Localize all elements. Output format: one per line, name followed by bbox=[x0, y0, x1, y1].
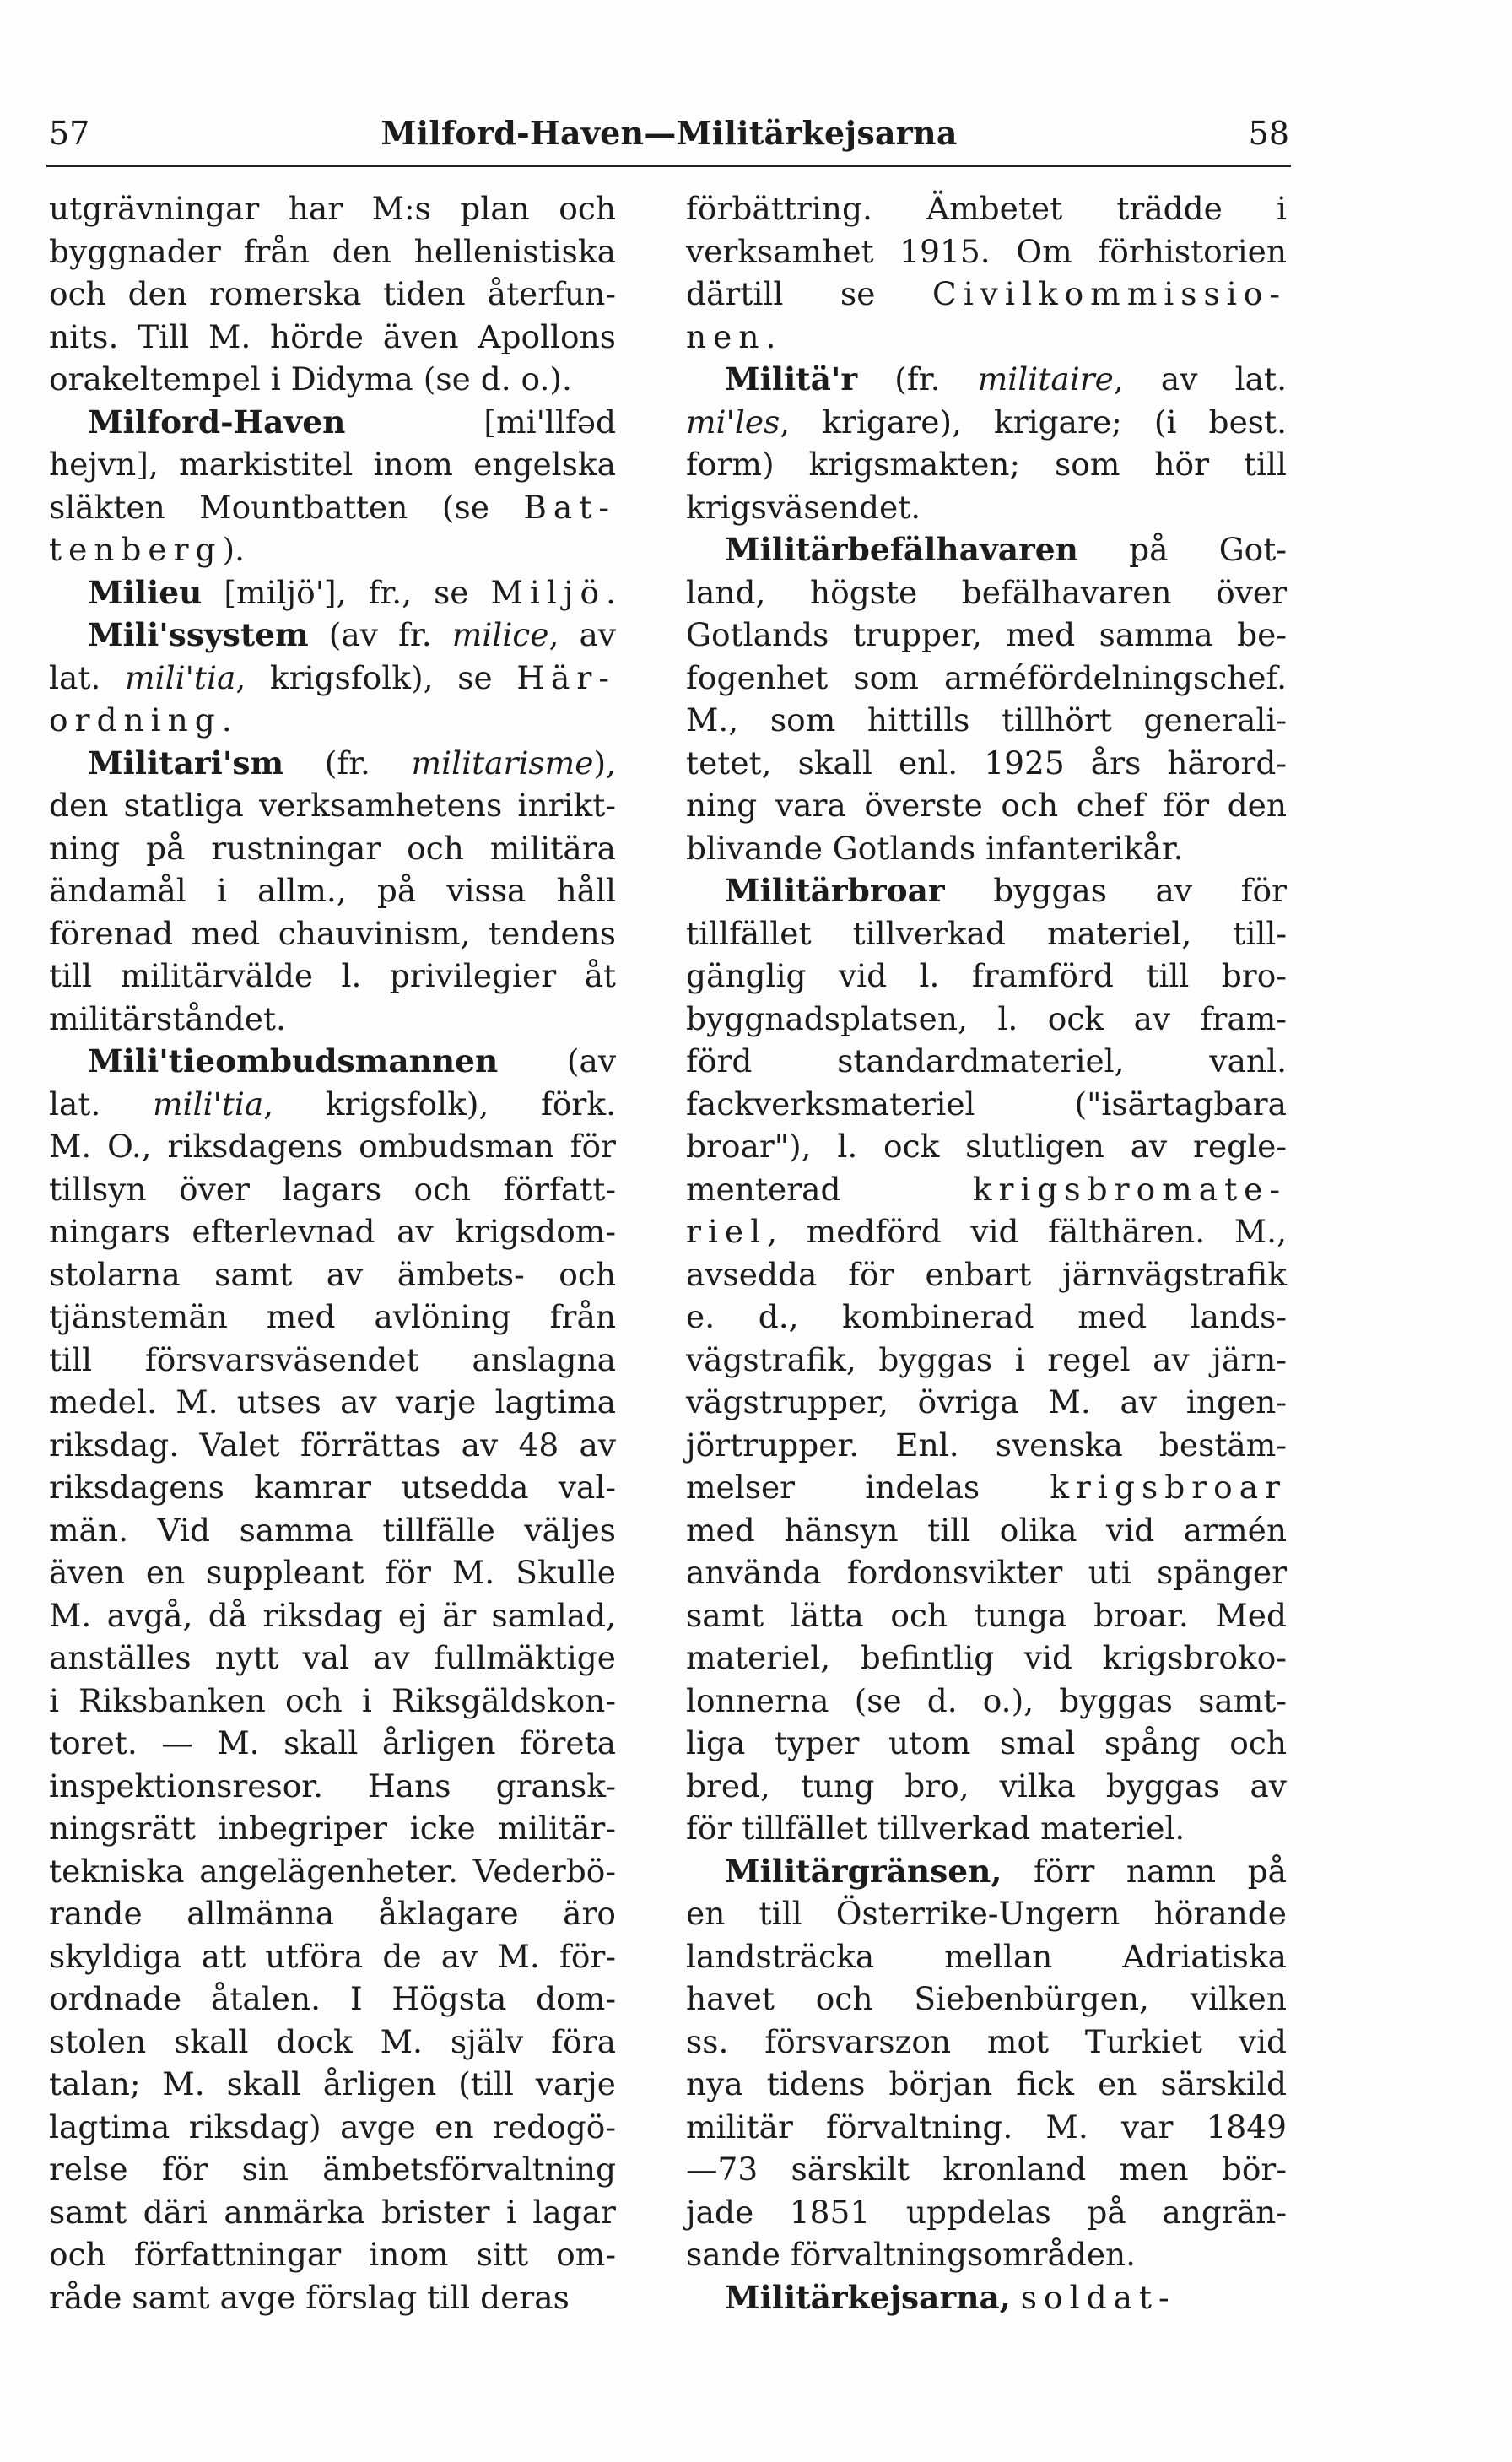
cross-reference: Bat- bbox=[523, 488, 616, 526]
line-text: den statliga verksamhetens inrikt- bbox=[49, 787, 616, 824]
cross-reference: Här- bbox=[516, 658, 617, 696]
line-text: och den romerska tiden återfun- bbox=[49, 275, 616, 312]
text-line bbox=[49, 1551, 616, 1594]
text-line bbox=[686, 1892, 1287, 1935]
line-text: , krigare), krigare; (i best. bbox=[780, 403, 1287, 441]
line-text: och författningar inom sitt om- bbox=[49, 2236, 616, 2273]
header-rule bbox=[46, 165, 1291, 167]
text-line bbox=[49, 1765, 616, 1808]
text-line bbox=[49, 699, 616, 742]
text-line bbox=[686, 784, 1287, 827]
italic-term: mili'tia bbox=[152, 1085, 264, 1123]
text-line bbox=[686, 316, 1287, 359]
text-line bbox=[686, 1083, 1287, 1126]
text-line bbox=[686, 2021, 1287, 2064]
line-text: fogenhet som arméfördelningschef. bbox=[686, 658, 1287, 696]
line-text: (av bbox=[498, 1042, 616, 1079]
line-text: tillfället tillverkad materiel, till- bbox=[686, 914, 1287, 952]
line-text: byggas av för bbox=[944, 872, 1287, 909]
line-text: släkten Mountbatten (se bbox=[49, 488, 524, 526]
text-line bbox=[686, 187, 1287, 230]
text-line bbox=[686, 273, 1287, 316]
text-line bbox=[49, 2148, 616, 2191]
line-text: M. avgå, då riksdag ej är samlad, bbox=[49, 1596, 616, 1634]
text-line bbox=[49, 1466, 616, 1509]
text-line bbox=[49, 1083, 616, 1126]
text-line bbox=[49, 1509, 616, 1552]
line-text: män. Vid samma tillfälle väljes bbox=[49, 1511, 616, 1549]
text-line bbox=[49, 358, 616, 401]
line-text: [miljö'], fr., se bbox=[202, 573, 491, 611]
text-line bbox=[686, 2191, 1287, 2234]
text-line bbox=[49, 1722, 616, 1765]
line-text: riksdag. Valet förrättas av 48 av bbox=[49, 1426, 616, 1464]
text-line bbox=[686, 1339, 1287, 1382]
page-number-right: 58 bbox=[1248, 115, 1289, 152]
line-text: tillsyn över lagars och författ- bbox=[49, 1170, 616, 1208]
line-text: samt lätta och tunga broar. Med bbox=[686, 1596, 1287, 1634]
line-text: broar"), l. ock slutligen av regle- bbox=[686, 1128, 1287, 1165]
line-text: med hänsyn till olika vid armén bbox=[686, 1511, 1287, 1549]
text-line bbox=[686, 1253, 1287, 1296]
line-text: stolarna samt av ämbets- och bbox=[49, 1255, 616, 1293]
line-text: blivande Gotlands infanterikår. bbox=[686, 829, 1184, 867]
text-line bbox=[49, 486, 616, 529]
text-line bbox=[686, 1424, 1287, 1467]
line-text: rande allmänna åklagare äro bbox=[49, 1895, 616, 1932]
line-text: använda fordonsvikter uti spänger bbox=[686, 1554, 1287, 1591]
entry-headword: Mili'tieombudsmannen bbox=[88, 1042, 499, 1079]
entry-headword: Militärgränsen, bbox=[725, 1852, 1002, 1890]
text-line bbox=[49, 273, 616, 316]
text-line bbox=[686, 528, 1287, 571]
line-text: förr namn på bbox=[1002, 1852, 1287, 1890]
line-text: . bbox=[606, 573, 616, 611]
line-text: även en suppleant för M. Skulle bbox=[49, 1554, 616, 1591]
line-text: (fr. bbox=[284, 744, 412, 782]
line-text: ning på rustningar och militära bbox=[49, 829, 616, 867]
line-text: M., som hittills tillhört generali- bbox=[686, 701, 1287, 739]
line-text: fackverksmateriel ("isärtagbara bbox=[686, 1085, 1287, 1123]
cross-reference: soldat- bbox=[1020, 2278, 1176, 2316]
running-head-title: Milford-Haven—Militärkejsarna bbox=[381, 114, 958, 152]
text-line bbox=[49, 1168, 616, 1211]
line-text: (av fr. bbox=[308, 616, 452, 653]
text-line bbox=[686, 998, 1287, 1041]
text-line bbox=[49, 1892, 616, 1935]
entry-headword: Militärbroar bbox=[725, 872, 945, 909]
line-text: talan; M. skall årligen (till varje bbox=[49, 2065, 616, 2102]
text-line bbox=[49, 2063, 616, 2106]
line-text: relse för sin ämbetsförvaltning bbox=[49, 2151, 616, 2188]
line-text: förd standardmateriel, vanl. bbox=[686, 1042, 1287, 1079]
line-text: i Riksbanken och i Riksgäldskon- bbox=[49, 1681, 616, 1719]
line-text: tjänstemän med avlöning från bbox=[49, 1298, 616, 1335]
text-line bbox=[49, 1637, 616, 1680]
text-line bbox=[686, 1210, 1287, 1253]
text-line bbox=[686, 657, 1287, 700]
line-text: havet och Siebenbürgen, vilken bbox=[686, 1980, 1287, 2017]
text-line bbox=[49, 1978, 616, 2021]
text-line bbox=[686, 1551, 1287, 1594]
text-line bbox=[49, 443, 616, 486]
line-text: förenad med chauvinism, tendens bbox=[49, 914, 616, 952]
page-number-left: 57 bbox=[49, 115, 90, 152]
text-line bbox=[49, 528, 616, 571]
line-text: menterad bbox=[686, 1170, 973, 1208]
cross-reference: Miljö bbox=[490, 573, 607, 611]
text-line bbox=[49, 316, 616, 359]
line-text: tetet, skall enl. 1925 års härord- bbox=[686, 744, 1287, 782]
line-text: land, högste befälhavaren över bbox=[686, 573, 1287, 611]
line-text: M. O., riksdagens ombudsman för bbox=[49, 1128, 616, 1165]
text-line bbox=[686, 1466, 1287, 1509]
text-line bbox=[49, 742, 616, 785]
line-text: ). bbox=[222, 531, 246, 568]
line-text: ändamål i allm., på vissa håll bbox=[49, 872, 616, 909]
line-text: byggnadsplatsen, l. ock av fram- bbox=[686, 999, 1287, 1037]
line-text: råde samt avge förslag till deras bbox=[49, 2278, 570, 2316]
cross-reference: krigsbroar bbox=[1050, 1469, 1287, 1506]
line-text: därtill se bbox=[686, 275, 932, 312]
line-text: , krigsfolk), förk. bbox=[263, 1085, 617, 1123]
text-line bbox=[686, 1040, 1287, 1083]
line-text: materiel, befintlig vid krigsbroko- bbox=[686, 1639, 1287, 1676]
line-text: skyldiga att utföra de av M. för- bbox=[49, 1937, 616, 1975]
text-line bbox=[49, 571, 616, 614]
cross-reference: riel bbox=[686, 1213, 768, 1250]
italic-term: mili'tia bbox=[125, 658, 236, 696]
text-line bbox=[686, 1765, 1287, 1808]
text-line bbox=[686, 869, 1287, 912]
line-text: tekniska angelägenheter. Vederbö- bbox=[49, 1852, 616, 1890]
text-line bbox=[49, 1339, 616, 1382]
page-header bbox=[49, 108, 1289, 159]
text-line bbox=[49, 784, 616, 827]
text-line bbox=[686, 1680, 1287, 1723]
text-line bbox=[49, 1850, 616, 1893]
text-line bbox=[686, 1850, 1287, 1893]
line-text: form) krigsmakten; som hör till bbox=[686, 446, 1287, 483]
text-line bbox=[49, 955, 616, 998]
text-line bbox=[686, 912, 1287, 955]
line-text: verksamhet 1915. Om förhistorien bbox=[686, 232, 1287, 270]
text-line bbox=[686, 2063, 1287, 2106]
line-text: på Got- bbox=[1077, 531, 1287, 568]
text-line bbox=[49, 912, 616, 955]
text-line bbox=[686, 742, 1287, 785]
cross-reference: ordning bbox=[49, 701, 222, 739]
line-text: inspektionsresor. Hans gransk- bbox=[49, 1767, 616, 1805]
italic-term: militaire bbox=[977, 360, 1114, 398]
line-text: förbättring. Ämbetet trädde i bbox=[686, 190, 1287, 227]
line-text: till försvarsväsendet anslagna bbox=[49, 1340, 616, 1378]
line-text: militär förvaltning. M. var 1849 bbox=[686, 2108, 1287, 2145]
left-column bbox=[49, 187, 616, 2319]
text-line bbox=[686, 2276, 1287, 2319]
entry-headword: Milford-Haven bbox=[88, 403, 346, 441]
line-text: lonnerna (se d. o.), byggas samt- bbox=[686, 1681, 1287, 1719]
text-line bbox=[49, 2233, 616, 2276]
line-text: en till Österrike-Ungern hörande bbox=[686, 1895, 1287, 1932]
text-line bbox=[49, 230, 616, 273]
line-text: bred, tung bro, vilka byggas av bbox=[686, 1767, 1287, 1805]
text-line bbox=[686, 1978, 1287, 2021]
line-text: landsträcka mellan Adriatiska bbox=[686, 1937, 1287, 1975]
text-line bbox=[686, 1935, 1287, 1978]
line-text: . bbox=[221, 701, 232, 739]
line-text: ordnade åtalen. I Högsta dom- bbox=[49, 1980, 616, 2017]
text-line bbox=[686, 486, 1287, 529]
text-line bbox=[686, 401, 1287, 444]
line-text: utgrävningar har M:s plan och bbox=[49, 190, 616, 227]
line-text: lat. bbox=[49, 1085, 153, 1123]
line-text: vägstrafik, byggas i regel av järn- bbox=[686, 1340, 1287, 1378]
text-line bbox=[686, 2106, 1287, 2149]
text-line bbox=[49, 998, 616, 1041]
text-line bbox=[49, 1594, 616, 1637]
text-line bbox=[49, 2021, 616, 2064]
text-line bbox=[686, 1594, 1287, 1637]
line-text: , krigsfolk), se bbox=[235, 658, 517, 696]
text-line bbox=[49, 2276, 616, 2319]
line-text: avsedda för enbart järnvägstrafik bbox=[686, 1255, 1287, 1293]
text-line bbox=[49, 1807, 616, 1850]
text-line bbox=[686, 2148, 1287, 2191]
text-line bbox=[49, 1680, 616, 1723]
text-line bbox=[686, 1722, 1287, 1765]
cross-reference: tenberg bbox=[49, 531, 223, 568]
text-line bbox=[686, 1637, 1287, 1680]
text-line bbox=[49, 2191, 616, 2234]
line-text: samt däri anmärka brister i lagar bbox=[49, 2193, 616, 2231]
italic-term: mi'les bbox=[686, 403, 780, 441]
line-text: hejvn], markistitel inom engelska bbox=[49, 446, 616, 483]
line-text: gänglig vid l. framförd till bro- bbox=[686, 957, 1287, 994]
line-text: [mi'llfəd bbox=[345, 403, 616, 441]
line-text bbox=[1011, 2279, 1021, 2316]
line-text: , medförd vid fälthären. M., bbox=[767, 1213, 1287, 1250]
line-text: ss. försvarszon mot Turkiet vid bbox=[686, 2022, 1287, 2060]
text-line bbox=[686, 1125, 1287, 1168]
cross-reference: nen bbox=[686, 317, 766, 355]
text-line bbox=[686, 1381, 1287, 1424]
line-text: . bbox=[765, 317, 776, 355]
text-line bbox=[686, 955, 1287, 998]
text-line bbox=[686, 571, 1287, 614]
text-line bbox=[49, 1935, 616, 1978]
right-column bbox=[686, 187, 1287, 2319]
line-text: e. d., kombinerad med lands- bbox=[686, 1298, 1287, 1335]
line-text: byggnader från den hellenistiska bbox=[49, 232, 616, 270]
line-text: militärståndet. bbox=[49, 999, 286, 1037]
line-text: ningars efterlevnad av krigsdom- bbox=[49, 1213, 616, 1250]
text-line bbox=[49, 1040, 616, 1083]
line-text: ), bbox=[593, 744, 616, 782]
entry-headword: Militärkejsarna, bbox=[725, 2278, 1011, 2316]
entry-headword: Militä'r bbox=[725, 360, 858, 398]
line-text: orakeltempel i Didyma (se d. o.). bbox=[49, 360, 572, 398]
line-text: till militärvälde l. privilegier åt bbox=[49, 957, 616, 994]
line-text: (fr. bbox=[857, 360, 978, 398]
text-line bbox=[49, 1296, 616, 1339]
cross-reference: Civilkommissio- bbox=[932, 275, 1287, 312]
text-line bbox=[686, 2233, 1287, 2276]
line-text: toret. — M. skall årligen företa bbox=[49, 1724, 616, 1761]
text-line bbox=[686, 827, 1287, 870]
text-line bbox=[686, 614, 1287, 657]
line-text: ning vara överste och chef för den bbox=[686, 787, 1287, 824]
text-line bbox=[49, 1253, 616, 1296]
text-line bbox=[686, 443, 1287, 486]
text-line bbox=[686, 1807, 1287, 1850]
line-text: vägstrupper, övriga M. av ingen- bbox=[686, 1383, 1287, 1420]
entry-headword: Militari'sm bbox=[88, 744, 284, 782]
line-text: liga typer utom smal spång och bbox=[686, 1724, 1287, 1761]
line-text: ningsrätt inbegriper icke militär- bbox=[49, 1810, 616, 1847]
line-text: , av lat. bbox=[1113, 360, 1287, 398]
text-line bbox=[49, 1125, 616, 1168]
line-text: riksdagens kamrar utsedda val- bbox=[49, 1469, 616, 1506]
text-line bbox=[49, 2106, 616, 2149]
line-text: anställes nytt val av fullmäktige bbox=[49, 1639, 616, 1676]
entry-headword: Militärbefälhavaren bbox=[725, 531, 1078, 568]
text-line bbox=[686, 1296, 1287, 1339]
line-text: jörtrupper. Enl. svenska bestäm- bbox=[686, 1426, 1287, 1464]
line-text: , av bbox=[548, 616, 616, 653]
text-line bbox=[49, 1210, 616, 1253]
text-line bbox=[49, 614, 616, 657]
text-line bbox=[686, 358, 1287, 401]
cross-reference: krigsbromate- bbox=[972, 1170, 1287, 1208]
text-line bbox=[49, 827, 616, 870]
text-line bbox=[49, 657, 616, 700]
line-text: medel. M. utses av varje lagtima bbox=[49, 1383, 616, 1420]
text-line bbox=[49, 1424, 616, 1467]
italic-term: militarisme bbox=[411, 744, 594, 782]
line-text: lagtima riksdag) avge en redogö- bbox=[49, 2108, 616, 2145]
line-text: sande förvaltningsområden. bbox=[686, 2236, 1137, 2273]
text-line bbox=[49, 869, 616, 912]
entry-headword: Milieu bbox=[88, 573, 202, 611]
text-line bbox=[49, 401, 616, 444]
line-text: stolen skall dock M. själv föra bbox=[49, 2022, 616, 2060]
line-text: melser indelas bbox=[686, 1469, 1050, 1506]
line-text: Gotlands trupper, med samma be- bbox=[686, 616, 1287, 653]
italic-term: milice bbox=[451, 616, 549, 653]
line-text: —73 särskilt kronland men bör- bbox=[686, 2151, 1287, 2188]
text-line bbox=[686, 1509, 1287, 1552]
line-text: nya tidens början fick en särskild bbox=[686, 2065, 1287, 2102]
text-line bbox=[686, 699, 1287, 742]
text-line bbox=[686, 1168, 1287, 1211]
line-text: för tillfället tillverkad materiel. bbox=[686, 1810, 1185, 1847]
line-text: jade 1851 uppdelas på angrän- bbox=[686, 2193, 1287, 2231]
line-text: lat. bbox=[49, 658, 126, 696]
text-line bbox=[49, 1381, 616, 1424]
text-line bbox=[49, 187, 616, 230]
line-text: nits. Till M. hörde även Apollons bbox=[49, 317, 616, 355]
line-text: krigsväsendet. bbox=[686, 488, 921, 526]
text-line bbox=[686, 230, 1287, 273]
entry-headword: Mili'ssystem bbox=[88, 616, 309, 653]
